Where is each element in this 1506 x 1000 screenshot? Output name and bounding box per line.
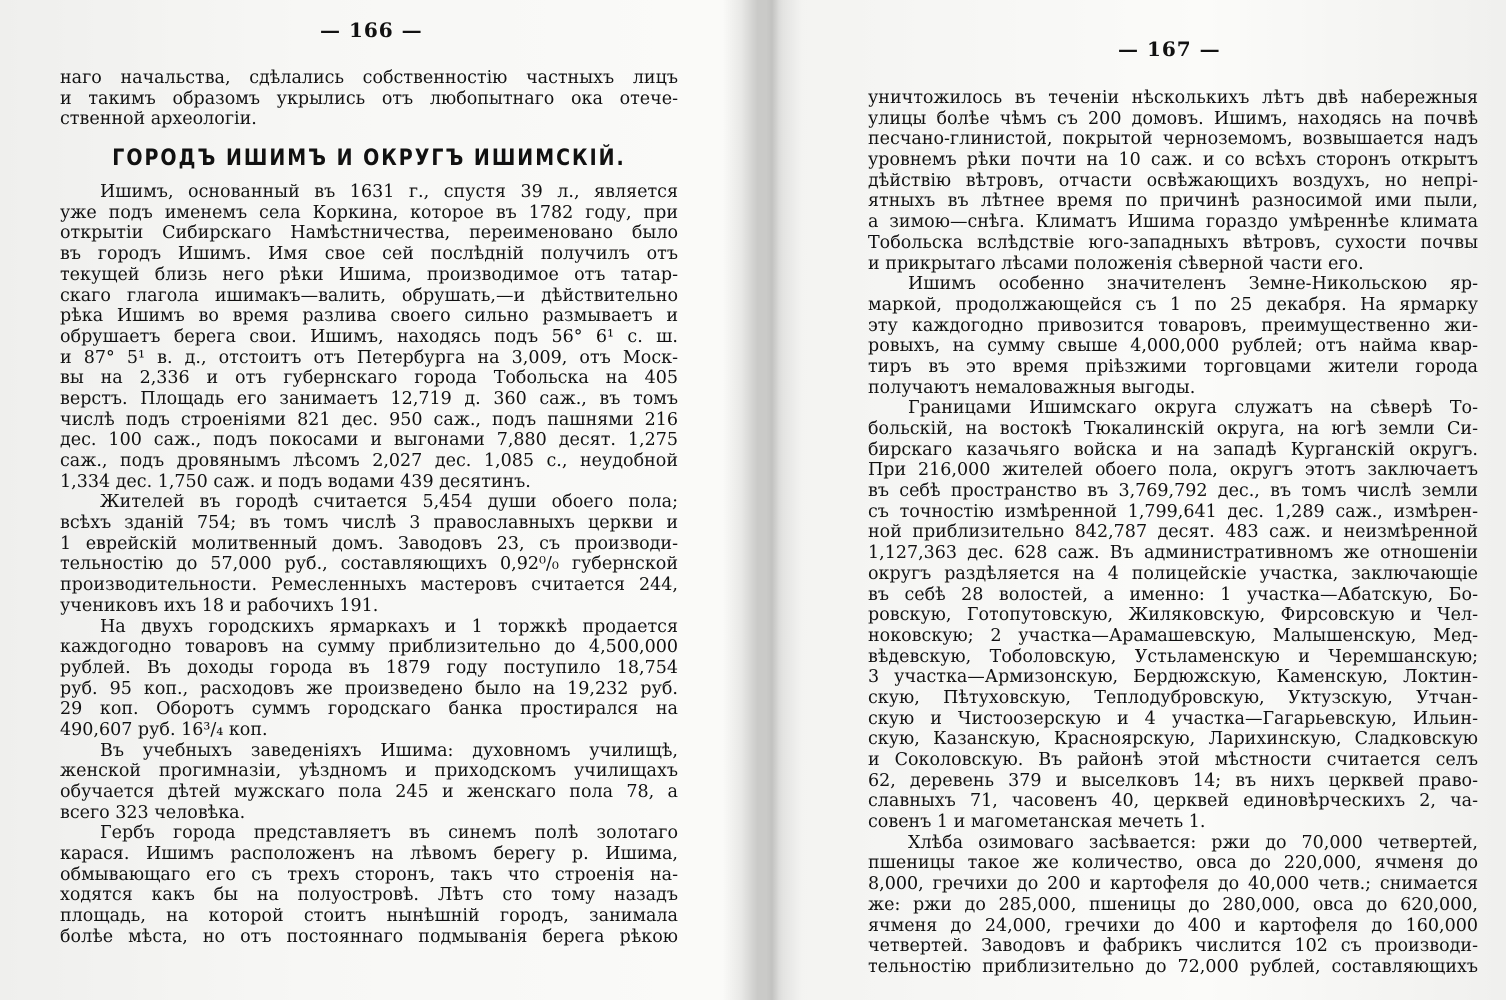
text-line: скаго глагола ишимакъ—валить, обрушать,—и дѣйствительно (60, 285, 678, 306)
text-line: 8,000, гречихи до 200 и картофеля до 40,000 четв.; снимается (868, 874, 1478, 895)
text-line: всего 323 человѣка. (60, 802, 246, 823)
text-line: ходятся какъ бы на полуостровѣ. Лѣтъ сто тому назадъ (60, 885, 678, 906)
text-line: ной приблизительно 842,787 десят. 483 саж. и неизмѣренной (868, 522, 1478, 543)
text-line: же: ржи до 285,000, пшеницы до 280,000, овса до 620,000, (868, 894, 1478, 915)
text-line: ровыхъ, на сумму свыше 4,000,000 рублей; отъ найма квар- (868, 336, 1478, 357)
text-line: болѣе мѣста, но отъ постояннаго подмыванія берега рѣкою (60, 926, 678, 947)
text-line: Жителей въ городѣ считается 5,454 души обоего пола; (100, 492, 678, 513)
text-line: уже подъ именемъ села Коркина, которое въ 1782 году, при (60, 202, 678, 223)
text-line: въ себѣ пространство въ 3,769,792 дес., въ томъ числѣ земли (868, 481, 1478, 502)
page-number-right: — 167 — (1118, 37, 1221, 61)
text-line: тельностію приблизительно до 72,000 рублей, составляющихъ (868, 956, 1478, 977)
text-line: обмывающаго его съ трехъ сторонъ, такъ что строенія на- (60, 864, 678, 885)
text-line: Ишимъ, основанный въ 1631 г., спустя 39 л., является (100, 182, 678, 203)
text-line: 1 еврейскій молитвенный домъ. Заводовъ 23, съ производи- (60, 533, 678, 554)
text-line: руб. 95 коп., расходовъ же произведено было на 19,232 руб. (60, 678, 678, 699)
text-line: тельностію до 57,000 руб., составляющихъ 0,92⁰/₀ губернской (60, 554, 678, 575)
text-line: вѣдевскую, Тоболовскую, Устьламенскую и Черемшанскую; (868, 646, 1478, 667)
text-line: саж., подъ дровянымъ лѣсомъ 2,027 дес. 1,085 с., неудобной (60, 451, 678, 471)
text-line: получаютъ немаловажныя выгоды. (868, 377, 1196, 398)
text-line: уровнемъ рѣки почти на 10 саж. и со всѣхъ сторонъ открытъ (868, 150, 1478, 171)
text-line: 1,127,363 дес. 628 саж. Въ административномъ же отношеніи (868, 543, 1478, 564)
text-line: женской прогимназіи, уѣздномъ и приходскомъ училищахъ (60, 761, 678, 782)
text-line: 3 участка—Армизонскую, Бердюжскую, Каменскую, Локтин- (868, 667, 1478, 688)
text-line: ячменя до 24,000, гречихи до 400 и картофеля до 160,000 (868, 915, 1478, 936)
text-line: съ точностію измѣренной 1,799,641 дес. 1,289 саж., измѣрен- (868, 501, 1478, 522)
text-line: При 216,000 жителей обоего пола, округъ этотъ заключаетъ (868, 460, 1478, 481)
text-line: рублей. Въ доходы города въ 1879 году поступило 18,754 (60, 657, 678, 678)
text-line: каждогодно товаровъ на сумму приблизительно до 4,500,000 (60, 637, 678, 658)
right-page (868, 0, 1478, 1000)
right-page-text (868, 88, 1478, 978)
text-line: скую, Пѣтуховскую, Теплодубровскую, Уктузскую, Утчан- (868, 687, 1478, 708)
text-line: всѣхъ зданій 754; въ томъ числѣ 3 православныхъ церкви и (60, 513, 678, 534)
text-line: Ишимъ особенно значителенъ Земне-Никольскою яр- (908, 274, 1478, 295)
text-line: больскій, на востокѣ Тюкалинскій округа, на югѣ земли Си- (868, 419, 1478, 439)
left-page (60, 0, 678, 1000)
text-line: скую и Чистоозерскую и 4 участка—Гагарьевскую, Ильин- (868, 708, 1478, 729)
text-line: ятныхъ въ лѣтнее время по причинѣ разносимой ими пыли, (868, 191, 1478, 212)
text-line: скую, Казанскую, Красноярскую, Ларихинскую, Сладковскую (868, 729, 1478, 750)
text-line: Въ учебныхъ заведеніяхъ Ишима: духовномъ училищѣ, (100, 740, 678, 761)
text-line: а зимою—снѣга. Климатъ Ишима гораздо умѣреннѣе климата (868, 212, 1478, 233)
text-line: песчано-глинистой, покрытой черноземомъ, возвышается надъ (868, 129, 1478, 150)
book-gutter (742, 0, 802, 1000)
text-line: въ городъ Ишимъ. Имя свое сей послѣдній получилъ отъ (60, 244, 678, 265)
text-line: производительности. Ремесленныхъ мастеровъ считается 244, (60, 575, 678, 596)
text-line: дѣйствію вѣтровъ, отчасти освѣжающихъ воздухъ, но непрі- (868, 170, 1478, 191)
text-line: улицы болѣе чѣмъ съ 200 домовъ. Ишимъ, находясь на почвѣ (868, 108, 1478, 129)
text-line: текущей близь него рѣки Ишима, производимое отъ татар- (60, 264, 678, 285)
text-line: учениковъ ихъ 18 и рабочихъ 191. (60, 595, 379, 616)
text-line: Хлѣба озимоваго засѣвается: ржи до 70,000 четвертей, (908, 832, 1478, 853)
text-line: и Соколовскую. Въ районѣ этой мѣстности считается селъ (868, 750, 1478, 770)
text-line: уничтожилось въ теченіи нѣсколькихъ лѣтъ двѣ набережныя (868, 88, 1478, 108)
text-line: вы на 2,336 и отъ губернскаго города Тобольска на 405 (60, 368, 678, 389)
text-line: бирскаго казачьяго войска и на западѣ Курганскій округъ. (868, 439, 1478, 460)
text-line: 1,334 дес. 1,750 саж. и подъ водами 439 десятинъ. (60, 471, 531, 492)
text-line: площадь, на которой стоитъ нынѣшній городъ, занимала (60, 906, 678, 927)
section-heading: ГОРОДЪ ИШИМЪ И ОКРУГЪ ИШИМСКІЙ. (112, 145, 626, 171)
text-line: и такимъ образомъ укрылись отъ любопытнаго ока отече- (60, 88, 678, 109)
text-line: открытіи Сибирскаго Намѣстничества, переименовано было (60, 223, 678, 244)
text-line: На двухъ городскихъ ярмаркахъ и 1 торжкѣ продается (100, 616, 678, 637)
text-line: числѣ подъ строеніями 821 дес. 950 саж., подъ пашнями 216 (60, 409, 678, 430)
text-line: ноковскую; 2 участка—Арамашевскую, Малышенскую, Мед- (868, 625, 1478, 646)
left-page-text (60, 68, 678, 948)
text-line: карася. Ишимъ расположенъ на лѣвомъ берегу р. Ишима, (60, 844, 678, 865)
text-line: маркой, продолжающейся съ 1 по 25 декабря. На ярмарку (868, 294, 1478, 315)
text-line: обрушаетъ берега свои. Ишимъ, находясь подъ 56° 6¹ с. ш. (60, 326, 678, 347)
text-line: совенъ 1 и магометанская мечеть 1. (868, 812, 1206, 833)
text-line: 490,607 руб. 16³/₄ коп. (60, 719, 268, 740)
text-line: Гербъ города представляетъ въ синемъ полѣ золотаго (100, 823, 678, 844)
text-line: тиръ въ это время пріѣзжими торговцами жители города (868, 356, 1478, 377)
text-line: ровскую, Готопутовскую, Жиляковскую, Фирсовскую и Чел- (868, 605, 1478, 626)
text-line: обучается дѣтей мужскаго пола 245 и женскаго пола 78, а (60, 782, 678, 802)
text-line: рѣка Ишимъ во время разлива своего сильно размываетъ и (60, 306, 678, 327)
page-number-left: — 166 — (320, 18, 423, 42)
text-line: 29 коп. Оборотъ суммъ городскаго банка простирался на (60, 699, 678, 720)
text-line: и 87° 5¹ в. д., отстоитъ отъ Петербурга на 3,009, отъ Моск- (60, 347, 678, 368)
text-line: и прикрытаго лѣсами положенія сѣверной части его. (868, 253, 1364, 274)
text-line: пшеницы такое же количество, овса до 220,000, ячменя до (868, 853, 1478, 874)
text-line: 62, деревень 379 и выселковъ 14; въ нихъ церквей право- (868, 770, 1478, 791)
text-line: Тобольска вслѣдствіе юго-западныхъ вѣтровъ, сухости почвы (868, 232, 1478, 253)
text-line: дес. 100 саж., подъ покосами и выгонами 7,880 десят. 1,275 (60, 430, 678, 451)
text-line: округъ раздѣляется на 4 полицейскіе участка, заключающіе (868, 563, 1478, 584)
text-line: наго начальства, сдѣлались собственностію частныхъ лицъ (60, 68, 678, 88)
text-line: славныхъ 71, часовенъ 40, церквей единовѣрческихъ 2, ча- (868, 791, 1478, 812)
text-line: четвертей. Заводовъ и фабрикъ числится 102 съ производи- (868, 936, 1478, 957)
text-line: Границами Ишимскаго округа служатъ на сѣверѣ То- (908, 398, 1478, 419)
text-line: верстъ. Площадь его занимаетъ 12,719 д. 360 саж., въ томъ (60, 388, 678, 409)
text-line: ственной археологіи. (60, 109, 257, 130)
text-line: эту каждогодно привозится товаровъ, преимущественно жи- (868, 315, 1478, 336)
text-line: въ себѣ 28 волостей, а именно: 1 участка—Абатскую, Бо- (868, 584, 1478, 605)
